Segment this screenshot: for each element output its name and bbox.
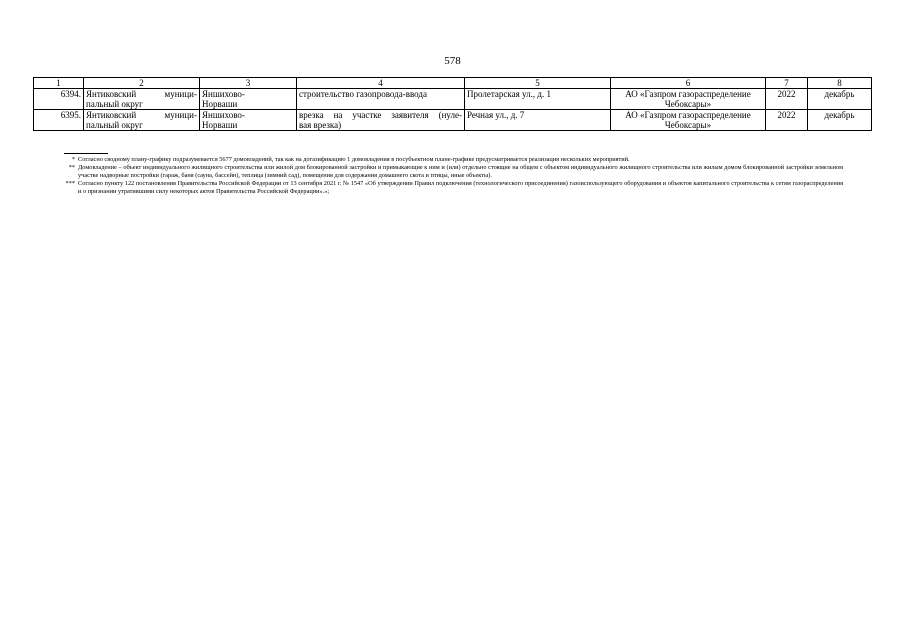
table-row — [34, 110, 872, 131]
organization-cell — [611, 89, 766, 110]
municipality-cell — [84, 110, 200, 131]
cell-line: Яншихово- — [202, 89, 245, 99]
cell-line: АО «Газпром газораспределение — [625, 110, 751, 120]
footnote-mark: ** — [68, 163, 75, 171]
settlement-cell — [200, 110, 297, 131]
row-number: 6395. — [34, 110, 84, 131]
address-cell — [465, 110, 611, 131]
work-type-cell — [297, 89, 465, 110]
cell-line: Норваши — [202, 120, 238, 130]
column-numbers-row — [34, 78, 872, 89]
column-number: 4 — [297, 78, 465, 89]
cell-line: Чебоксары» — [664, 99, 712, 109]
settlement-cell — [200, 89, 297, 110]
column-number: 2 — [84, 78, 200, 89]
footnote-text: Согласно пункту 122 постановления Правительства Российской Федерации от 13 сентября 2021 г. № 1547 «Об утверждении Правил подключения (технологического присоединения) газоиспользующего оборудования и объектов капитального строительства к сетям газораспределения и о признании утратившими силу некоторых актов Правительства Российской Федерации».»; — [78, 179, 843, 195]
column-number: 7 — [766, 78, 808, 89]
footnote-text: Согласно сводному плану-графику подразумевается 5677 домовладений, так как на догазификацию 1 домовладения в посубъектном плане-графике предусматривается реализация нескольких мероприятий. — [78, 156, 630, 163]
cell-line: врезка на участке заявителя (нуле- — [299, 110, 462, 120]
cell-line: Речная ул., д. 7 — [467, 110, 525, 120]
footnote-mark: *** — [65, 179, 75, 187]
cell-line: Янтиковский муници- — [86, 89, 197, 99]
column-number: 1 — [34, 78, 84, 89]
footnote-text: Домовладение – объект индивидуального жилищного строительства или жилой дом блокированной застройки и примыкающие к ним и (или) отдельно стоящие на общем с объектом индивидуального жилищного строительства или жилым домом блокированной застройки земельном участке надворные постройки (гараж, баня (сауна, бассейн), теплица (зимний сад), помещения для содержания домашнего скота и птицы, иные объекты). — [78, 163, 843, 179]
cell-line: пальный округ — [86, 120, 143, 130]
address-cell — [465, 89, 611, 110]
cell-line: Чебоксары» — [664, 120, 712, 130]
page-number: 578 — [444, 55, 461, 67]
municipality-cell — [84, 89, 200, 110]
month-cell: декабрь — [808, 110, 872, 131]
year-cell: 2022 — [766, 110, 808, 131]
footnote-mark: * — [71, 156, 75, 163]
footnotes — [56, 156, 843, 196]
column-number: 3 — [200, 78, 297, 89]
cell-line: строительство газопровода-ввода — [299, 89, 427, 99]
gasification-table — [33, 77, 872, 131]
column-number: 5 — [465, 78, 611, 89]
cell-line: пальный округ — [86, 99, 143, 109]
cell-line: Пролетарская ул., д. 1 — [467, 89, 551, 99]
year-cell: 2022 — [766, 89, 808, 110]
cell-line: вая врезка) — [299, 120, 342, 130]
footnote — [56, 180, 843, 196]
cell-line: Норваши — [202, 99, 238, 109]
month-cell: декабрь — [808, 89, 872, 110]
column-number: 6 — [611, 78, 766, 89]
footnote — [56, 164, 843, 180]
table-row — [34, 89, 872, 110]
cell-line: Янтиковский муници- — [86, 110, 197, 120]
work-type-cell — [297, 110, 465, 131]
cell-line: Яншихово- — [202, 110, 245, 120]
organization-cell — [611, 110, 766, 131]
footnote — [56, 156, 843, 164]
footnote-separator — [64, 153, 108, 154]
row-number: 6394. — [34, 89, 84, 110]
cell-line: АО «Газпром газораспределение — [625, 89, 751, 99]
column-number: 8 — [808, 78, 872, 89]
